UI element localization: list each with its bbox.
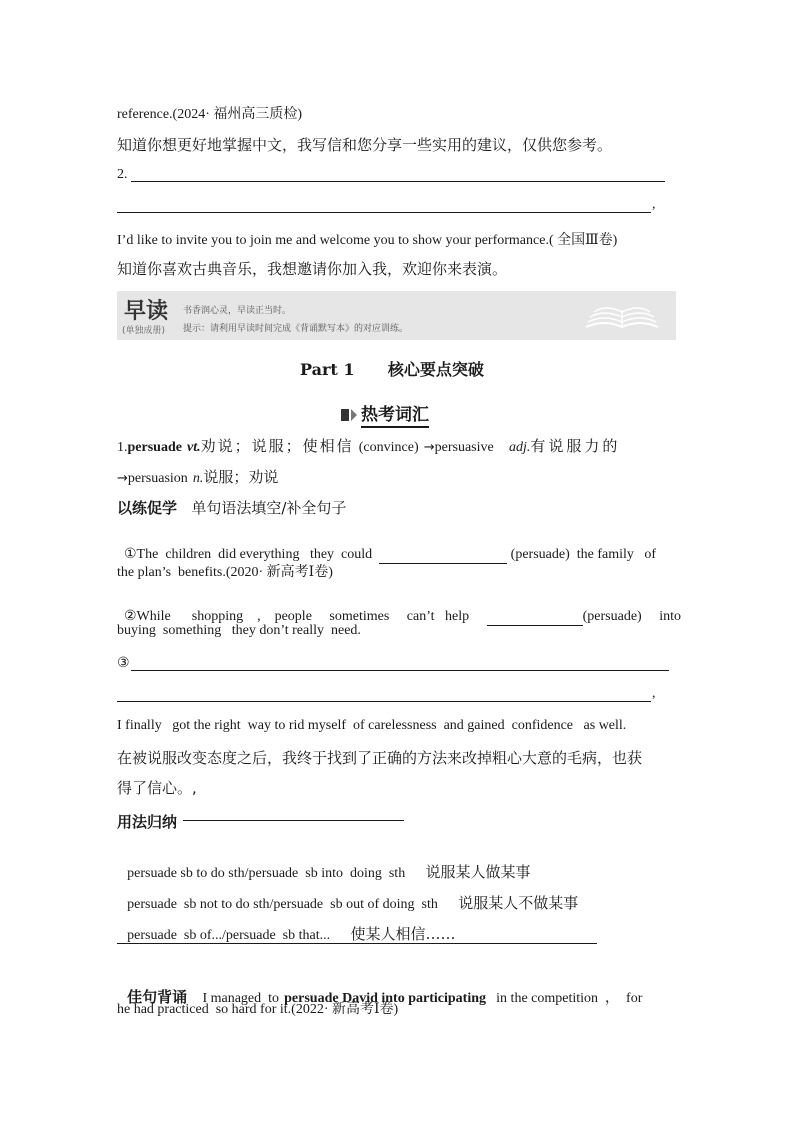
- comma-2: ,: [652, 197, 656, 212]
- question-2-line1: [117, 592, 681, 626]
- banner-motto: 书香润心灵，早读正当时。: [183, 306, 292, 316]
- vocab-derived-adj-meaning: 有说服力的: [530, 437, 621, 455]
- banner-subtitle: (单独成册): [122, 326, 166, 336]
- q2-blank[interactable]: [487, 609, 583, 626]
- banner-title: 早读: [124, 299, 169, 324]
- sentence-bold-phrase: persuade David into participating: [284, 991, 486, 1006]
- q2-text-c: buying something they don’t really need.: [117, 623, 361, 638]
- item-2-label: 2.: [117, 167, 128, 182]
- sentence-part1: I managed to: [202, 991, 280, 1006]
- chinese-line-advice: 知道你想更好地掌握中文，我写信和您分享一些实用的建议，仅供您参考。: [117, 136, 613, 154]
- q2-text-a: ②While shopping , people sometimes can’t help: [124, 609, 470, 624]
- section-title: [341, 400, 429, 425]
- answer-line-2a[interactable]: [131, 181, 665, 182]
- reference-line: reference.(2024· 福州高三质检): [117, 107, 303, 122]
- vocab-entry-line1: [117, 435, 620, 456]
- english-invite-sentence: I’d like to invite you to join me and welcome you to show your performance.( 全国Ⅲ卷): [117, 233, 618, 248]
- open-book-icon: [582, 297, 662, 333]
- arrow-icon: →: [423, 440, 435, 455]
- practice-heading: 以练促学: [117, 499, 178, 517]
- section-square-icon: [341, 409, 349, 421]
- section-title-text: 热考词汇: [361, 405, 429, 428]
- chinese-invite-sentence: 知道你喜欢古典音乐，我想邀请你加入我，欢迎你来表演。: [117, 260, 508, 278]
- answer-line-2b[interactable]: [117, 212, 651, 213]
- vocab-entry-line2: [117, 466, 278, 487]
- q3-chinese-line2: 得了信心。,: [117, 779, 197, 797]
- usage-heading: 用法归纳: [117, 813, 178, 831]
- usage-item-1-zh: 说服某人做某事: [425, 863, 531, 881]
- vocab-word: persuade: [127, 440, 182, 455]
- practice-heading-row: [117, 497, 346, 518]
- q1-blank[interactable]: [379, 547, 507, 564]
- sentence-part2: in the competition ， for: [496, 991, 643, 1006]
- practice-subheading: 单句语法填空/补全句子: [191, 499, 347, 517]
- vocab-derived-noun-meaning: 说服；劝说: [203, 468, 279, 486]
- q3-label: ③: [117, 656, 130, 671]
- usage-item-1-en: persuade sb to do sth/persuade sb into doing sth: [127, 866, 406, 881]
- vocab-derived-adj: persuasive: [434, 440, 494, 455]
- section-triangle-icon: [351, 409, 357, 421]
- vocab-pos: vt.: [187, 440, 201, 455]
- sentence-heading: 佳句背诵: [127, 988, 188, 1006]
- q2-text-b: (persuade) into: [582, 609, 681, 624]
- vocab-derived-noun-pos: n.: [192, 471, 204, 486]
- q1-text-a: ①The children did everything they could: [124, 547, 373, 562]
- vocab-synonym: (convince): [358, 440, 419, 455]
- q1-text-b: (persuade) the family of: [510, 547, 657, 562]
- part-title: Part 1 核心要点突破: [300, 360, 484, 379]
- q3-answer-line-b[interactable]: [117, 701, 651, 702]
- usage-item-3: [117, 904, 455, 944]
- q3-comma: ,: [652, 686, 656, 701]
- vocab-meaning: 劝说；说服；使相信: [200, 437, 354, 455]
- usage-item-3-zh: 使某人相信……: [350, 925, 456, 943]
- q3-answer-line-a[interactable]: [131, 670, 669, 671]
- vocab-derived-adj-pos: adj.: [508, 440, 531, 455]
- morning-reading-banner: [117, 291, 676, 340]
- usage-item-2-zh: 说服某人不做某事: [458, 894, 579, 912]
- vocab-number: 1.: [117, 440, 128, 455]
- q1-text-c: the plan’s benefits.(2020· 新高考Ⅰ卷): [117, 565, 333, 580]
- usage-item-3-en: persuade sb of.../persuade sb that...: [127, 928, 331, 943]
- vocab-derived-noun: persuasion: [127, 471, 188, 486]
- usage-heading-rule: [183, 820, 404, 821]
- question-1-line1: [117, 530, 656, 564]
- q3-chinese-line1: 在被说服改变态度之后，我终于找到了正确的方法来改掉粗心大意的毛病，也获: [117, 749, 643, 767]
- banner-hint: 提示：请利用早读时间完成《背诵默写本》的对应训练。: [183, 324, 409, 334]
- q3-english: I finally got the right way to rid myself of carelessness and gained confidence as well.: [117, 718, 627, 733]
- sentence-line2: he had practiced so hard for it.(2022· 新高考Ⅰ卷): [117, 1002, 399, 1017]
- arrow-icon: →: [117, 471, 128, 486]
- usage-bottom-rule: [117, 943, 597, 944]
- usage-item-2-en: persuade sb not to do sth/persuade sb out of doing sth: [127, 897, 438, 912]
